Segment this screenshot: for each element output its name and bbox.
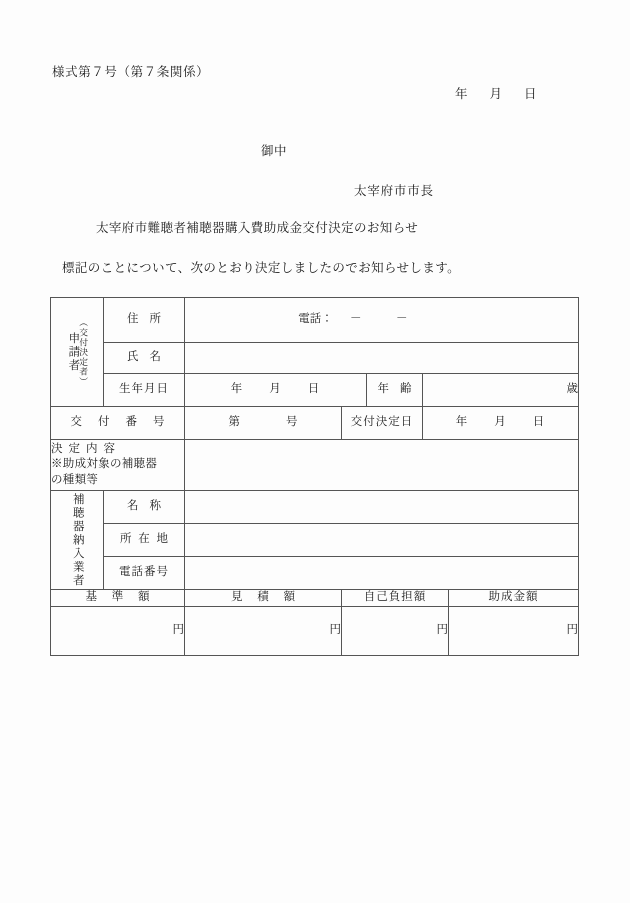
grant-date-month: 月 bbox=[494, 416, 507, 429]
amount-value-cell-0[interactable] bbox=[51, 606, 185, 655]
issuer-name: 太宰府市市長 bbox=[354, 184, 434, 198]
table-row-decision-content bbox=[51, 440, 579, 491]
birthdate-label: 生年月日 bbox=[119, 383, 169, 396]
supplier-tel-label-cell bbox=[104, 557, 185, 590]
name-label: 氏名 bbox=[127, 351, 161, 364]
grant-number-label-cell bbox=[51, 407, 185, 440]
amount-header-cell-1 bbox=[185, 590, 342, 607]
grant-number-suffix: 号 bbox=[286, 416, 298, 429]
birth-month-label: 月 bbox=[269, 383, 282, 396]
amount-header-subsidy: 助成金額 bbox=[488, 591, 539, 603]
grant-number-label: 交付番号 bbox=[70, 416, 165, 429]
supplier-name-label-cell bbox=[104, 491, 185, 524]
issue-date-day: 日 bbox=[524, 87, 537, 101]
table-row-amount-headers bbox=[51, 590, 579, 607]
issue-date-month: 月 bbox=[489, 87, 503, 101]
applicant-vertical-main: 申請者 bbox=[67, 331, 80, 373]
amount-unit-estimate: 円 bbox=[329, 623, 341, 636]
table-row-supplier-name bbox=[51, 491, 579, 524]
decision-content-note-1: ※助成対象の補聴器 bbox=[51, 458, 158, 471]
address-label-cell bbox=[104, 298, 185, 343]
amount-value-cell-3[interactable] bbox=[449, 606, 579, 655]
form-number: 様式第７号（第７条関係） bbox=[52, 65, 210, 79]
table-row-supplier-address bbox=[51, 524, 579, 557]
grant-number-prefix: 第 bbox=[228, 416, 240, 429]
birth-day-label: 日 bbox=[307, 383, 321, 396]
address-value-cell[interactable] bbox=[185, 298, 579, 343]
decision-content-value-cell[interactable] bbox=[185, 440, 579, 491]
grant-date-year: 年 bbox=[455, 416, 469, 429]
supplier-tel-value-cell[interactable] bbox=[185, 557, 579, 590]
amount-value-cell-1[interactable] bbox=[185, 606, 342, 655]
supplier-address-label-cell bbox=[104, 524, 185, 557]
name-value-cell[interactable] bbox=[185, 343, 579, 374]
amount-header-cell-3 bbox=[449, 590, 579, 607]
amount-header-cell-0 bbox=[51, 590, 185, 607]
age-value-cell[interactable] bbox=[423, 374, 579, 407]
table-row-birthdate bbox=[51, 374, 579, 407]
grant-date-day: 日 bbox=[532, 416, 546, 429]
applicant-tel-dash-1: － bbox=[350, 313, 362, 326]
issue-date-year: 年 bbox=[455, 87, 468, 101]
decision-content-note-2: の種類等 bbox=[51, 473, 99, 486]
age-label: 年齢 bbox=[377, 383, 412, 396]
lead-paragraph: 標記のことについて、次のとおり決定しましたのでお知らせします。 bbox=[62, 261, 461, 275]
table-row-supplier-tel bbox=[51, 557, 579, 590]
amount-unit-subsidy: 円 bbox=[566, 623, 578, 636]
addressee-suffix: 御中 bbox=[261, 144, 288, 158]
name-label-cell bbox=[104, 343, 185, 374]
applicant-vertical-header bbox=[51, 298, 104, 407]
decision-content-label-cell bbox=[51, 440, 185, 491]
supplier-address-value-cell[interactable] bbox=[185, 524, 579, 557]
decision-content-label: 決定内容 bbox=[51, 442, 115, 455]
applicant-vertical-sub: （交付決定者） bbox=[78, 317, 89, 387]
supplier-vertical-main: 補聴器納入業者 bbox=[71, 492, 84, 588]
supplier-name-value-cell[interactable] bbox=[185, 491, 579, 524]
supplier-vertical-header bbox=[51, 491, 104, 590]
applicant-tel-line bbox=[185, 312, 578, 328]
table-row-name bbox=[51, 343, 579, 374]
supplier-tel-label: 電話番号 bbox=[119, 566, 169, 579]
applicant-tel-dash-2: － bbox=[396, 313, 408, 326]
age-label-cell bbox=[367, 374, 423, 407]
table-row-address bbox=[51, 298, 579, 343]
decision-notice-table bbox=[50, 297, 579, 656]
applicant-tel-label: 電話： bbox=[298, 313, 333, 326]
supplier-name-label: 名称 bbox=[127, 500, 161, 513]
grant-number-value-cell[interactable] bbox=[185, 407, 342, 440]
issue-date-line bbox=[455, 84, 537, 102]
supplier-address-label: 所在地 bbox=[120, 533, 168, 546]
grant-date-label-cell bbox=[342, 407, 423, 440]
amount-unit-self-pay: 円 bbox=[436, 623, 448, 636]
birth-year-label: 年 bbox=[230, 383, 244, 396]
amount-header-self-pay: 自己負担額 bbox=[363, 591, 427, 603]
amount-header-estimate: 見積額 bbox=[231, 591, 295, 603]
birthdate-label-cell bbox=[104, 374, 185, 407]
document-title: 太宰府市難聴者補聴器購入費助成金交付決定のお知らせ bbox=[96, 221, 419, 235]
age-unit-label: 歳 bbox=[566, 383, 578, 396]
table-row-grant-number bbox=[51, 407, 579, 440]
amount-header-cell-2 bbox=[342, 590, 449, 607]
amount-value-cell-2[interactable] bbox=[342, 606, 449, 655]
amount-unit-standard: 円 bbox=[172, 623, 184, 636]
birthdate-value-cell[interactable] bbox=[185, 374, 367, 407]
grant-date-label: 交付決定日 bbox=[350, 416, 414, 429]
grant-date-value-cell[interactable] bbox=[423, 407, 579, 440]
amount-header-standard: 基準額 bbox=[85, 591, 150, 603]
table-row-amount-values bbox=[51, 606, 579, 655]
address-label: 住所 bbox=[127, 313, 161, 326]
